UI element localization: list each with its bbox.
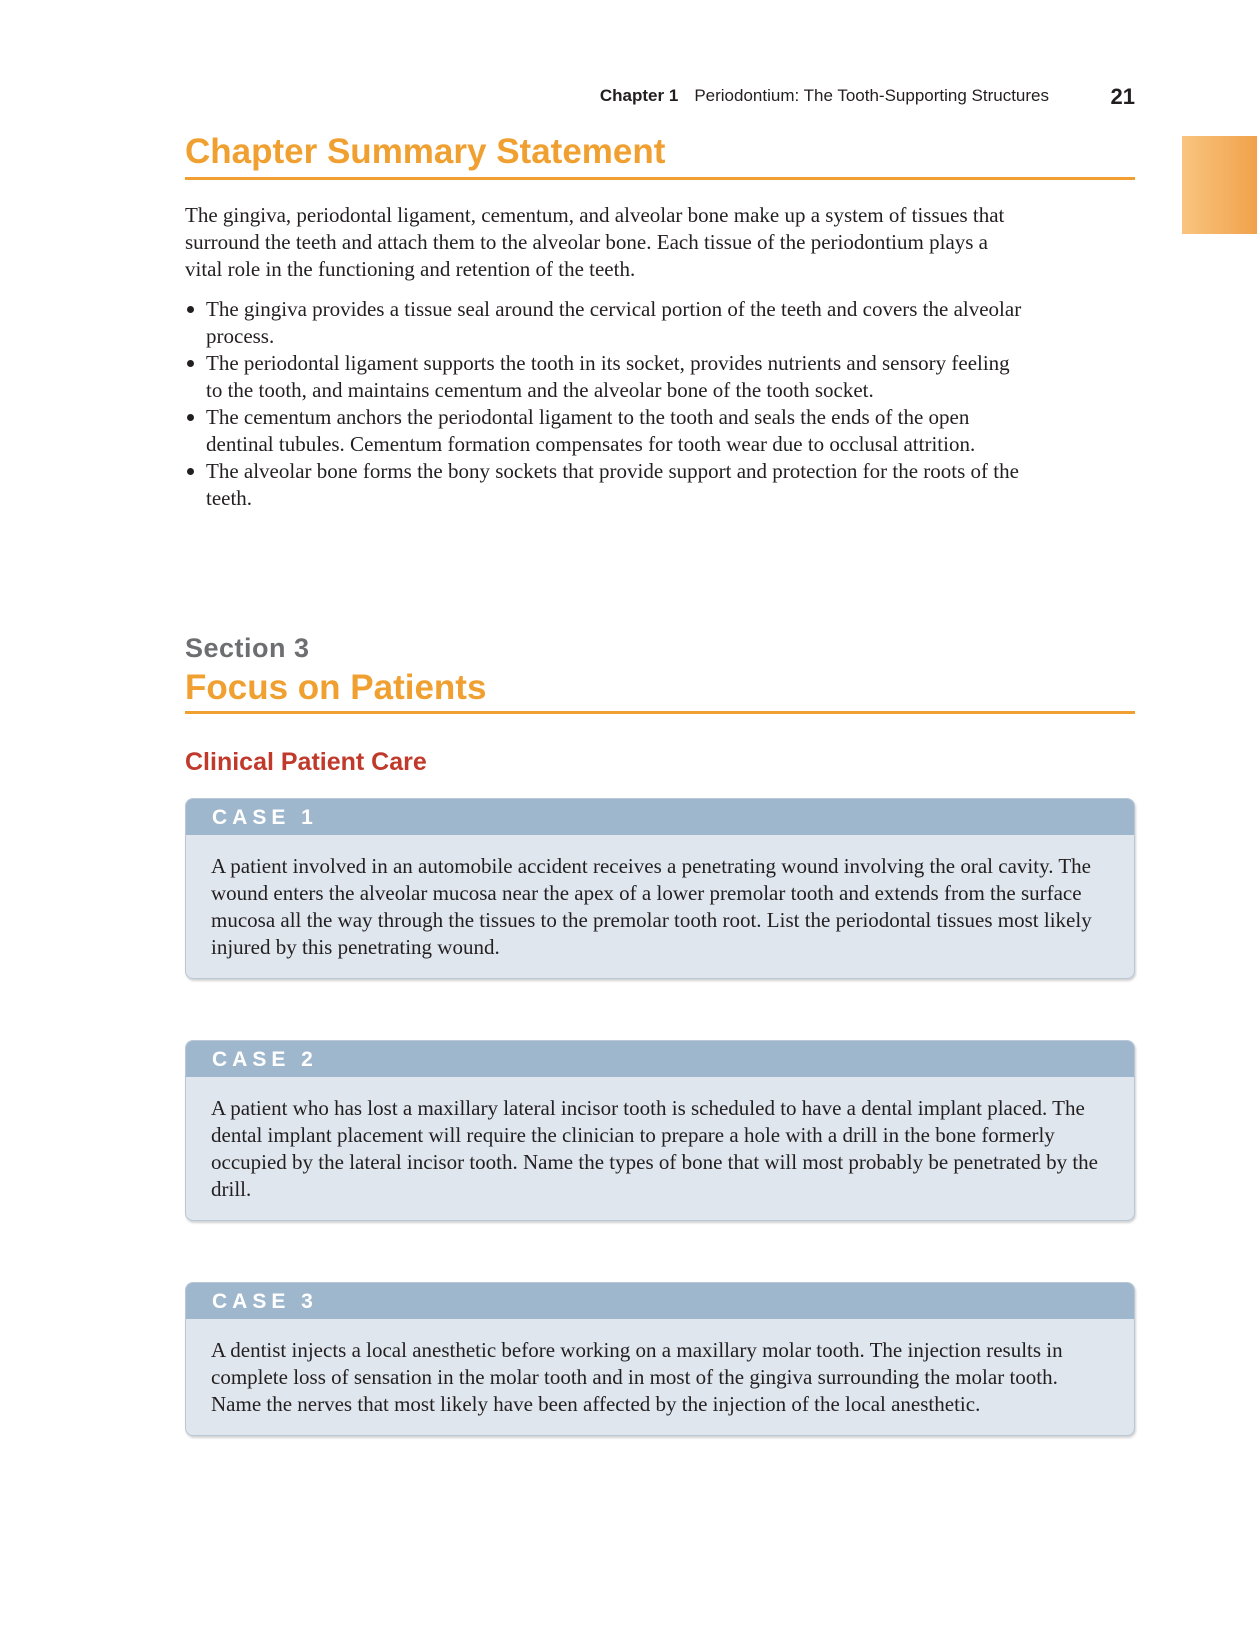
section-title: Focus on Patients: [185, 668, 487, 707]
summary-intro: The gingiva, periodontal ligament, cementum, and alveolar bone make up a system of tissues that surround the teeth and attach them to the alveolar bone. Each tissue of the periodontium plays a vital role in the functioning and retention of the teeth.: [185, 203, 1005, 281]
section-label: Section 3: [185, 633, 310, 663]
running-head: [600, 86, 1049, 106]
summary-bullet-list: [185, 296, 1030, 512]
summary-bullet: The alveolar bone forms the bony sockets that provide support and protection for the roots of the teeth.: [185, 458, 1030, 512]
case-box-1: [185, 798, 1135, 979]
case-label: CASE 3: [186, 1283, 1134, 1319]
case-box-2: [185, 1040, 1135, 1221]
chapter-title: Periodontium: The Tooth-Supporting Structures: [694, 86, 1049, 105]
clinical-care-heading: Clinical Patient Care: [185, 748, 427, 776]
case-text: A patient involved in an automobile accident receives a penetrating wound involving the oral cavity. The wound enters the alveolar mucosa near the apex of a lower premolar tooth and extends from the surface mucosa all the way through the tissues to the premolar tooth root. List the periodontal tissues most likely injured by this penetrating wound.: [211, 854, 1092, 959]
case-label: CASE 2: [186, 1041, 1134, 1077]
case-text: A dentist injects a local anesthetic before working on a maxillary molar tooth. The injection results in complete loss of sensation in the molar tooth and in most of the gingiva surrounding the molar tooth. Name the nerves that most likely have been affected by the injection of the local anesthetic.: [211, 1338, 1063, 1416]
summary-bullet: The periodontal ligament supports the tooth in its socket, provides nutrients and sensory feeling to the tooth, and maintains cementum and the alveolar bone of the tooth socket.: [185, 350, 1030, 404]
case-label: CASE 1: [186, 799, 1134, 835]
summary-rule: [185, 177, 1135, 180]
chapter-edge-tab: [1182, 136, 1257, 234]
section-rule: [185, 711, 1135, 714]
summary-bullet: The gingiva provides a tissue seal around the cervical portion of the teeth and covers the alveolar process.: [185, 296, 1030, 350]
summary-bullet: The cementum anchors the periodontal ligament to the tooth and seals the ends of the open dentinal tubules. Cementum formation compensates for tooth wear due to occlusal attrition.: [185, 404, 1030, 458]
case-box-3: [185, 1282, 1135, 1436]
summary-title: Chapter Summary Statement: [185, 132, 666, 171]
chapter-label: Chapter 1: [599, 86, 679, 105]
case-text: A patient who has lost a maxillary lateral incisor tooth is scheduled to have a dental implant placed. The dental implant placement will require the clinician to prepare a hole with a drill in the bone formerly occupied by the lateral incisor tooth. Name the types of bone that will most probably be penetrated by the drill.: [211, 1096, 1098, 1201]
page-number: 21: [1110, 84, 1135, 109]
